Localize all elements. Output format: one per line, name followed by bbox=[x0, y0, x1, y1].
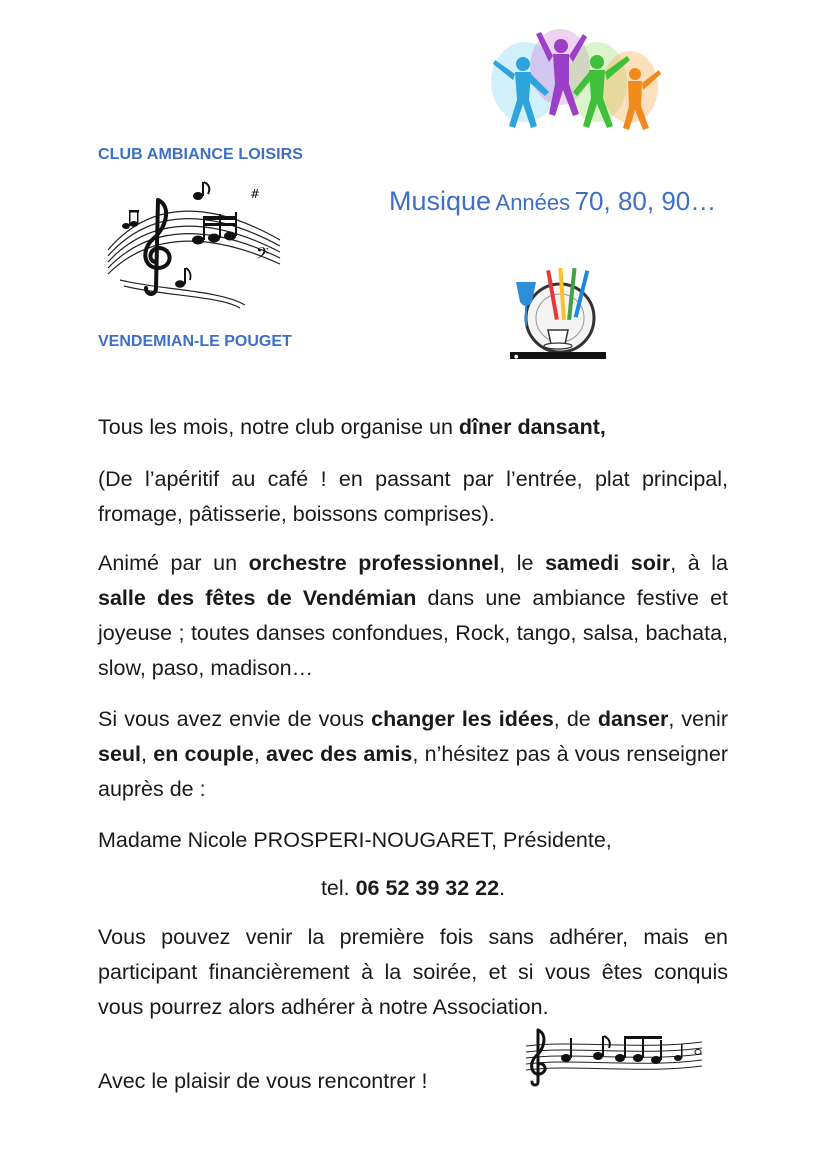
paragraph-menu: (De l’apéritif au café ! en passant par l’entrée, plat principal, fromage, pâtisserie, boissons comprises). bbox=[98, 467, 728, 526]
club-name: CLUB AMBIANCE LOISIRS bbox=[98, 146, 304, 163]
svg-text:●: ● bbox=[514, 354, 519, 360]
dancers-silhouettes-icon bbox=[485, 22, 665, 142]
small-music-staff-icon bbox=[522, 1022, 707, 1087]
text-segment: Animé par un bbox=[98, 551, 249, 575]
bold-segment: en couple bbox=[153, 742, 254, 766]
music-notes-staff-icon bbox=[100, 180, 290, 310]
text-segment: , venir bbox=[668, 707, 728, 731]
text-segment: , de bbox=[553, 707, 598, 731]
paragraph-invitation bbox=[98, 702, 728, 807]
headline-years: Années bbox=[495, 190, 571, 215]
bold-segment: salle des fêtes de Vendémian bbox=[98, 586, 417, 610]
text-segment: , bbox=[141, 742, 154, 766]
club-location: VENDEMIAN-LE POUGET bbox=[98, 333, 292, 350]
paragraph-membership: Vous pouvez venir la première fois sans adhérer, mais en participant financièrement à la soirée, et si vous êtes conquis vous pourrez alors adhérer à notre Association. bbox=[98, 925, 728, 1019]
headline-music: Musique bbox=[389, 186, 492, 216]
svg-text:𝄢: 𝄢 bbox=[256, 243, 269, 267]
paragraph-intro bbox=[98, 410, 728, 445]
phone-label: tel. bbox=[320, 876, 356, 900]
bold-segment: avec des amis bbox=[266, 742, 413, 766]
intro-bold: dîner dansant, bbox=[458, 415, 606, 439]
headline bbox=[389, 186, 716, 217]
dinner-plate-cutlery-icon bbox=[510, 262, 606, 360]
text-segment: , à la bbox=[670, 551, 729, 575]
phone-line bbox=[98, 871, 728, 906]
phone-number[interactable]: 06 52 39 32 22 bbox=[355, 876, 500, 900]
text-segment: dans une ambiance festive et joyeuse ; toutes danses confondues, Rock, tango, salsa, bachata, slow, paso, madison… bbox=[98, 586, 729, 680]
bold-segment: samedi soir bbox=[545, 551, 671, 575]
paragraph-orchestra bbox=[98, 546, 728, 686]
paragraph-closing: Avec le plaisir de vous rencontrer ! bbox=[98, 1069, 428, 1093]
text-segment: , n’hésitez pas à vous renseigner auprès de : bbox=[98, 742, 728, 801]
headline-decades: 70, 80, 90… bbox=[574, 186, 717, 216]
text-segment: Si vous avez envie de vous bbox=[98, 707, 372, 731]
bold-segment: changer les idées bbox=[371, 707, 554, 731]
phone-end: . bbox=[499, 876, 506, 900]
bold-segment: orchestre professionnel bbox=[248, 551, 500, 575]
bold-segment: danser bbox=[597, 707, 669, 731]
paragraph-contact: Madame Nicole PROSPERI-NOUGARET, Présidente, bbox=[98, 828, 612, 852]
text-segment: , bbox=[253, 742, 267, 766]
svg-text:#: # bbox=[250, 187, 261, 201]
text-segment: , le bbox=[499, 551, 546, 575]
bold-segment: seul bbox=[98, 742, 142, 766]
intro-text: Tous les mois, notre club organise un bbox=[98, 415, 459, 439]
